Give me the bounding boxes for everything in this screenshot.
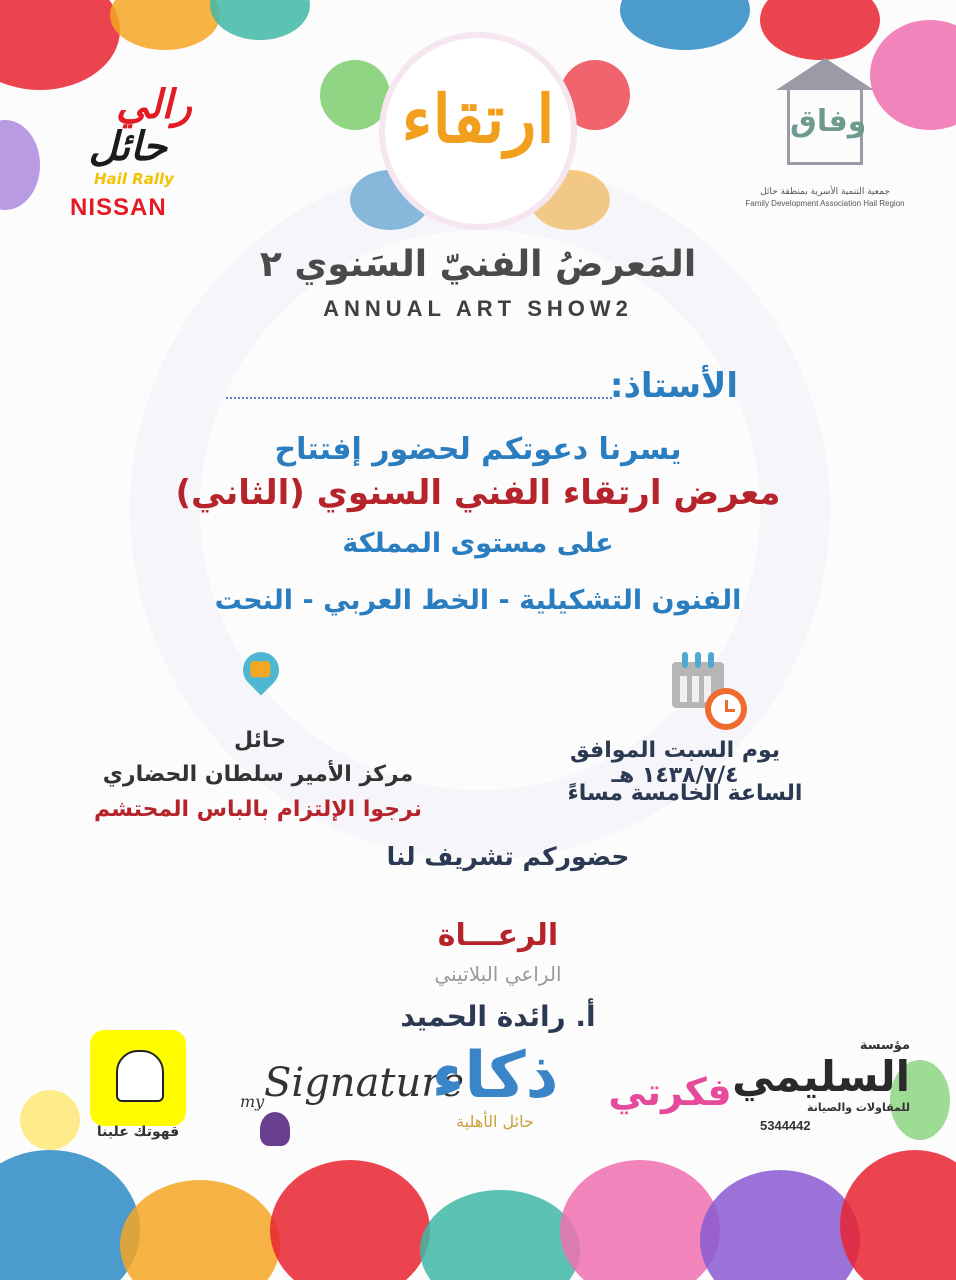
irtiqa-logo	[385, 38, 571, 224]
family-association-logo	[735, 90, 915, 240]
snapchat-ghost-icon	[116, 1050, 164, 1102]
sulaimi-name: السليمي	[732, 1052, 910, 1101]
sulaimi-top: مؤسسة	[859, 1038, 910, 1053]
sponsors-heading: الرعـــاة	[437, 918, 559, 953]
sulaimi-phone: 5344442	[760, 1118, 811, 1133]
crown-icon	[250, 661, 270, 677]
fikrati-logo: فكرتي	[608, 1070, 732, 1114]
signature-my: my	[240, 1092, 265, 1111]
butterfly-icon	[260, 1112, 290, 1146]
location-city: حائل	[233, 728, 286, 753]
location-venue: مركز الأمير سلطان الحضاري	[102, 762, 414, 787]
thaka-sub: حائل الأهلية	[456, 1112, 534, 1131]
snapchat-code	[90, 1030, 186, 1126]
closing-line: حضوركم تشريف لنا	[386, 842, 630, 871]
nissan-brand: NISSAN	[70, 194, 167, 221]
hail-rally-logo	[42, 82, 212, 222]
association-mark: وفاق	[790, 104, 867, 139]
invite-line-1: يسرنا دعوتكم لحضور إفتتاح	[274, 432, 682, 467]
show-title-ar: المَعرضُ الفنيّ السَنوي ٢	[259, 244, 697, 285]
association-caption-en: Family Development Association Hail Region	[745, 199, 905, 208]
sulaimi-logo	[732, 1038, 910, 1138]
thaka-logo	[420, 1040, 570, 1150]
clock-icon	[705, 688, 747, 730]
invite-line-2: معرض ارتقاء الفني السنوي (الثاني)	[175, 473, 781, 513]
my-signature-logo	[236, 1058, 465, 1128]
rally-logo-line1: رالي	[116, 82, 192, 128]
addressee-label: الأستاذ:	[609, 366, 738, 406]
sponsor-name: أ. رائدة الحميد	[400, 1000, 596, 1033]
signature-word: Signature	[264, 1060, 465, 1106]
show-title-en: ANNUAL ART SHOW2	[323, 296, 633, 321]
thaka-word: ذكاء	[431, 1039, 559, 1113]
invite-line-3: على مستوى المملكة	[342, 528, 614, 559]
rally-logo-en: Hail Rally	[94, 170, 174, 188]
association-caption-ar: جمعية التنمية الأسرية بمنطقة حائل	[760, 187, 890, 197]
dress-code-note: نرجوا الإلتزام بالباس المحتشم	[93, 797, 423, 822]
sponsor-platinum-label: الراعي البلاتيني	[434, 962, 562, 986]
sulaimi-sub: للمقاولات والصيانة	[807, 1101, 910, 1114]
rally-logo-line2: حائل	[88, 124, 167, 170]
irtiqa-logo-text: ارتقاء	[401, 80, 555, 158]
addressee-dotted-line	[226, 397, 612, 399]
event-time: الساعة الخامسة مساءً	[567, 781, 803, 806]
event-date: يوم السبت الموافق ١٤٣٨/٧/٤ هـ	[569, 738, 781, 788]
house-icon	[787, 90, 867, 165]
invite-line-4: الفنون التشكيلية - الخط العربي - النحت	[214, 585, 742, 616]
snapchat-caption: قهوتك علينا	[96, 1124, 180, 1140]
